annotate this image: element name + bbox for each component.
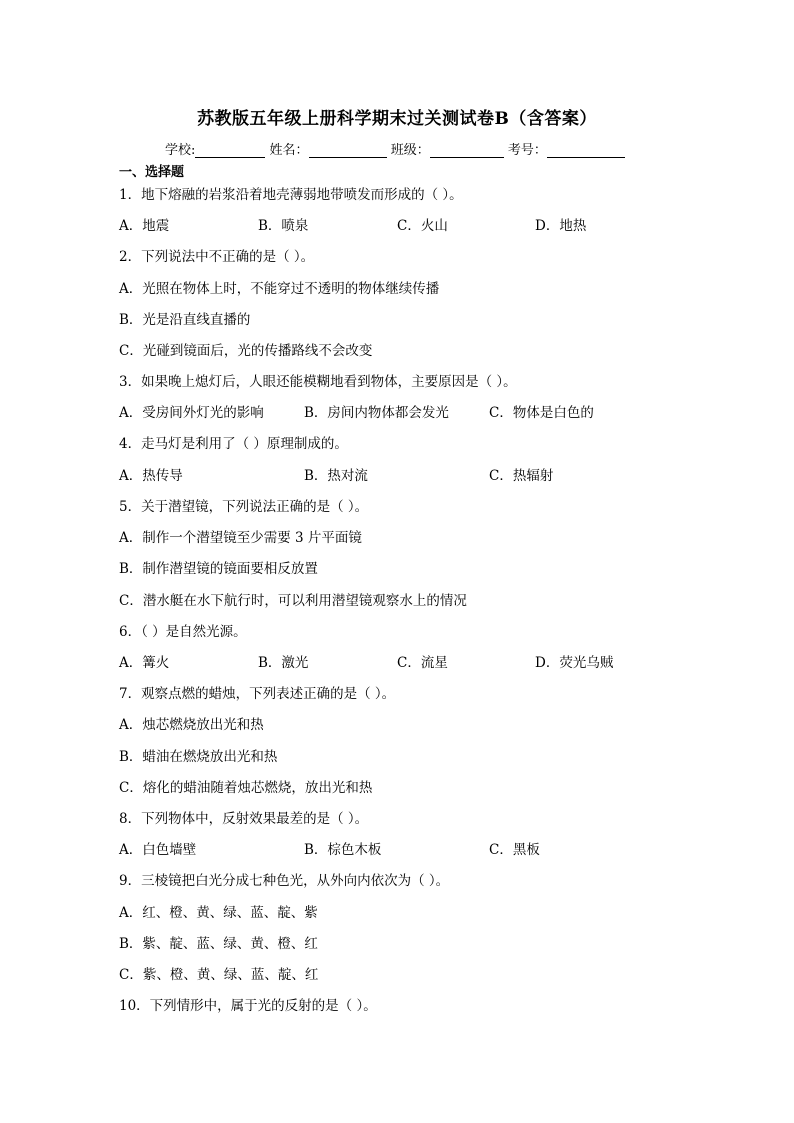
number-blank[interactable]: [547, 143, 625, 158]
page-title: 苏教版五年级上册科学期末过关测试卷B（含答案）: [197, 109, 597, 129]
option[interactable]: C．熔化的蜡油随着烛芯燃烧，放出光和热: [119, 780, 373, 796]
option[interactable]: A．光照在物体上时，不能穿过不透明的物体继续传播: [119, 281, 440, 297]
option[interactable]: C．热辐射: [489, 468, 554, 484]
option[interactable]: B．喷泉: [258, 218, 309, 234]
question-stem: 9．三棱镜把白光分成七种色光，从外向内依次为（ ）。: [119, 873, 450, 889]
option[interactable]: A．热传导: [119, 468, 183, 484]
option[interactable]: B．棕色木板: [304, 842, 382, 858]
question-stem: 10．下列情形中，属于光的反射的是（ ）。: [119, 998, 377, 1014]
question-stem: 2．下列说法中不正确的是（ ）。: [119, 249, 315, 265]
question-stem: 3．如果晚上熄灯后，人眼还能模糊地看到物体，主要原因是（ ）。: [119, 374, 517, 390]
option[interactable]: D．地热: [535, 218, 587, 234]
option[interactable]: A．受房间外灯光的影响: [119, 405, 264, 421]
option[interactable]: A．制作一个潜望镜至少需要 3 片平面镜: [119, 530, 362, 546]
school-label: 学校:: [165, 143, 196, 158]
option[interactable]: C．流星: [397, 655, 448, 671]
question-stem: 7．观察点燃的蜡烛，下列表述正确的是（ ）。: [119, 686, 396, 702]
option[interactable]: B．激光: [258, 655, 309, 671]
name-blank[interactable]: [309, 143, 387, 158]
question-stem: 6．（ ）是自然光源。: [119, 624, 247, 640]
option[interactable]: D．荧光乌贼: [535, 655, 614, 671]
option[interactable]: B．制作潜望镜的镜面要相反放置: [119, 561, 318, 577]
option[interactable]: C．火山: [397, 218, 448, 234]
option[interactable]: A．篝火: [119, 655, 170, 671]
question-stem: 4．走马灯是利用了（ ）原理制成的。: [119, 436, 348, 452]
question-stem: 1．地下熔融的岩浆沿着地壳薄弱地带喷发而形成的（ ）。: [119, 187, 463, 203]
option[interactable]: B．房间内物体都会发光: [304, 405, 449, 421]
option[interactable]: C．潜水艇在水下航行时，可以利用潜望镜观察水上的情况: [119, 593, 467, 609]
option[interactable]: C．黑板: [489, 842, 540, 858]
question-stem: 5．关于潜望镜，下列说法正确的是（ ）。: [119, 499, 369, 515]
question-stem: 8．下列物体中，反射效果最差的是（ ）。: [119, 811, 369, 827]
student-info-row: [165, 139, 625, 158]
school-blank[interactable]: [195, 143, 265, 158]
class-label: 班级：: [390, 143, 430, 158]
option[interactable]: B．光是沿直线直播的: [119, 312, 251, 328]
option[interactable]: A．烛芯燃烧放出光和热: [119, 717, 264, 733]
option[interactable]: A．地震: [119, 218, 170, 234]
option[interactable]: C．紫、橙、黄、绿、蓝、靛、红: [119, 967, 319, 983]
name-label: 姓名：: [269, 143, 309, 158]
number-label: 考号：: [507, 143, 547, 158]
option[interactable]: B．蜡油在燃烧放出光和热: [119, 749, 278, 765]
option[interactable]: B．热对流: [304, 468, 368, 484]
option[interactable]: B．紫、靛、蓝、绿、黄、橙、红: [119, 936, 318, 952]
option[interactable]: A．红、橙、黄、绿、蓝、靛、紫: [119, 905, 318, 921]
section-heading-choice: 一、选择题: [119, 165, 185, 180]
option[interactable]: C．光碰到镜面后，光的传播路线不会改变: [119, 343, 373, 359]
option[interactable]: A．白色墙壁: [119, 842, 197, 858]
class-blank[interactable]: [430, 143, 504, 158]
option[interactable]: C．物体是白色的: [489, 405, 594, 421]
